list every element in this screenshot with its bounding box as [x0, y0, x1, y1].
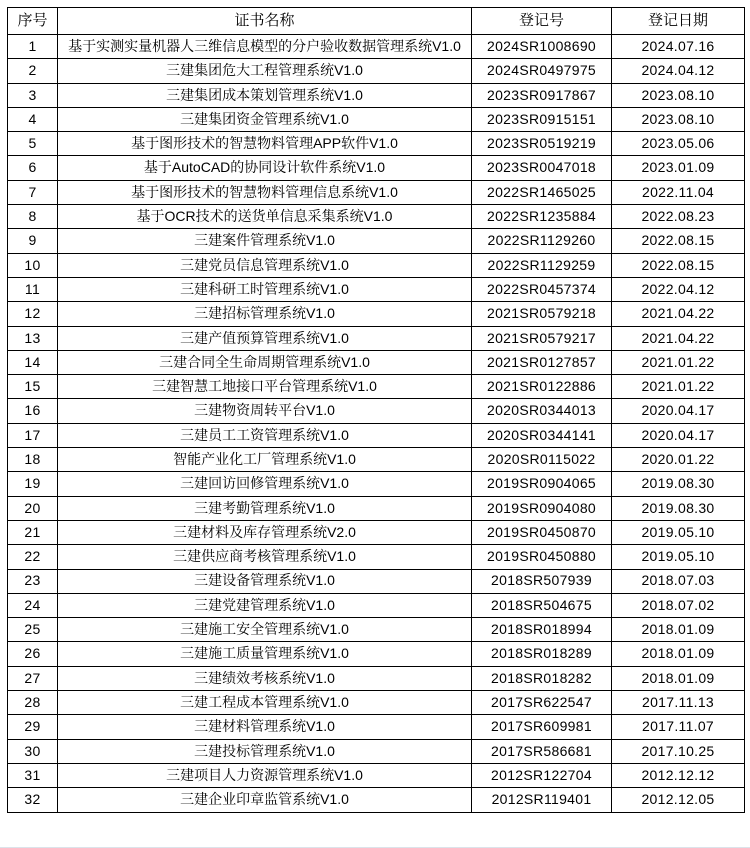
cell-certificate-name: 三建招标管理系统V1.0 — [58, 302, 472, 326]
table-row — [8, 691, 745, 715]
cell-certificate-name: 三建投标管理系统V1.0 — [58, 739, 472, 763]
column-header-no: 序号 — [8, 8, 58, 35]
cell-serial-number: 24 — [8, 593, 58, 617]
table-row — [8, 642, 745, 666]
cell-certificate-name: 三建设备管理系统V1.0 — [58, 569, 472, 593]
cell-registration-date: 2017.10.25 — [612, 739, 745, 763]
cell-registration-number: 2017SR622547 — [472, 691, 612, 715]
cell-certificate-name: 三建案件管理系统V1.0 — [58, 229, 472, 253]
cell-registration-number: 2017SR586681 — [472, 739, 612, 763]
table-row — [8, 83, 745, 107]
cell-certificate-name: 三建合同全生命周期管理系统V1.0 — [58, 350, 472, 374]
cell-serial-number: 27 — [8, 666, 58, 690]
cell-serial-number: 12 — [8, 302, 58, 326]
cell-certificate-name: 三建集团资金管理系统V1.0 — [58, 107, 472, 131]
cell-registration-date: 2022.08.15 — [612, 229, 745, 253]
cell-serial-number: 28 — [8, 691, 58, 715]
cell-registration-number: 2020SR0344013 — [472, 399, 612, 423]
table-row — [8, 350, 745, 374]
cell-registration-number: 2019SR0904080 — [472, 496, 612, 520]
cell-certificate-name: 三建施工质量管理系统V1.0 — [58, 642, 472, 666]
cell-registration-number: 2012SR119401 — [472, 788, 612, 812]
cell-serial-number: 6 — [8, 156, 58, 180]
cell-registration-number: 2021SR0579218 — [472, 302, 612, 326]
cell-registration-date: 2022.04.12 — [612, 277, 745, 301]
cell-registration-number: 2019SR0904065 — [472, 472, 612, 496]
cell-registration-number: 2022SR1465025 — [472, 180, 612, 204]
cell-registration-number: 2020SR0344141 — [472, 423, 612, 447]
cell-registration-date: 2022.11.04 — [612, 180, 745, 204]
cell-serial-number: 14 — [8, 350, 58, 374]
certificate-registry-table — [7, 7, 745, 813]
cell-serial-number: 2 — [8, 59, 58, 83]
cell-registration-date: 2018.01.09 — [612, 618, 745, 642]
cell-certificate-name: 基于OCR技术的送货单信息采集系统V1.0 — [58, 205, 472, 229]
cell-registration-number: 2022SR1235884 — [472, 205, 612, 229]
table-row — [8, 763, 745, 787]
cell-registration-number: 2022SR1129259 — [472, 253, 612, 277]
cell-serial-number: 18 — [8, 448, 58, 472]
cell-serial-number: 13 — [8, 326, 58, 350]
column-header-name: 证书名称 — [58, 8, 472, 35]
cell-registration-number: 2023SR0917867 — [472, 83, 612, 107]
table-row — [8, 180, 745, 204]
cell-registration-number: 2023SR0047018 — [472, 156, 612, 180]
cell-registration-number: 2022SR0457374 — [472, 277, 612, 301]
table-row — [8, 423, 745, 447]
cell-registration-number: 2021SR0579217 — [472, 326, 612, 350]
cell-serial-number: 5 — [8, 132, 58, 156]
cell-registration-date: 2020.04.17 — [612, 423, 745, 447]
column-header-reg-no: 登记号 — [472, 8, 612, 35]
cell-registration-number: 2023SR0915151 — [472, 107, 612, 131]
cell-serial-number: 30 — [8, 739, 58, 763]
table-row — [8, 277, 745, 301]
table-row — [8, 520, 745, 544]
cell-serial-number: 8 — [8, 205, 58, 229]
cell-registration-number: 2023SR0519219 — [472, 132, 612, 156]
cell-serial-number: 1 — [8, 35, 58, 59]
cell-registration-date: 2017.11.07 — [612, 715, 745, 739]
cell-serial-number: 29 — [8, 715, 58, 739]
cell-serial-number: 20 — [8, 496, 58, 520]
cell-serial-number: 17 — [8, 423, 58, 447]
cell-certificate-name: 三建工程成本管理系统V1.0 — [58, 691, 472, 715]
cell-serial-number: 22 — [8, 545, 58, 569]
cell-serial-number: 31 — [8, 763, 58, 787]
table-row — [8, 666, 745, 690]
cell-certificate-name: 三建物资周转平台V1.0 — [58, 399, 472, 423]
cell-registration-date: 2018.07.02 — [612, 593, 745, 617]
table-row — [8, 229, 745, 253]
table-row — [8, 593, 745, 617]
table-row — [8, 375, 745, 399]
cell-certificate-name: 三建考勤管理系统V1.0 — [58, 496, 472, 520]
cell-registration-date: 2020.04.17 — [612, 399, 745, 423]
cell-registration-number: 2020SR0115022 — [472, 448, 612, 472]
table-row — [8, 132, 745, 156]
cell-serial-number: 11 — [8, 277, 58, 301]
cell-certificate-name: 基于图形技术的智慧物料管理信息系统V1.0 — [58, 180, 472, 204]
cell-certificate-name: 三建供应商考核管理系统V1.0 — [58, 545, 472, 569]
cell-serial-number: 23 — [8, 569, 58, 593]
cell-registration-date: 2024.07.16 — [612, 35, 745, 59]
cell-registration-number: 2012SR122704 — [472, 763, 612, 787]
cell-certificate-name: 三建集团危大工程管理系统V1.0 — [58, 59, 472, 83]
cell-registration-number: 2018SR018994 — [472, 618, 612, 642]
cell-certificate-name: 三建项目人力资源管理系统V1.0 — [58, 763, 472, 787]
table-row — [8, 59, 745, 83]
cell-registration-number: 2018SR018282 — [472, 666, 612, 690]
cell-registration-number: 2021SR0127857 — [472, 350, 612, 374]
cell-serial-number: 10 — [8, 253, 58, 277]
cell-registration-date: 2024.04.12 — [612, 59, 745, 83]
cell-registration-date: 2022.08.15 — [612, 253, 745, 277]
cell-serial-number: 4 — [8, 107, 58, 131]
cell-serial-number: 15 — [8, 375, 58, 399]
cell-registration-date: 2018.01.09 — [612, 642, 745, 666]
cell-registration-date: 2021.04.22 — [612, 302, 745, 326]
cell-registration-number: 2019SR0450880 — [472, 545, 612, 569]
cell-registration-date: 2012.12.12 — [612, 763, 745, 787]
cell-serial-number: 25 — [8, 618, 58, 642]
cell-certificate-name: 三建党员信息管理系统V1.0 — [58, 253, 472, 277]
cell-registration-date: 2019.08.30 — [612, 496, 745, 520]
cell-certificate-name: 三建科研工时管理系统V1.0 — [58, 277, 472, 301]
table-row — [8, 399, 745, 423]
cell-serial-number: 3 — [8, 83, 58, 107]
cell-certificate-name: 基于实测实量机器人三维信息模型的分户验收数据管理系统V1.0 — [58, 35, 472, 59]
cell-certificate-name: 三建绩效考核系统V1.0 — [58, 666, 472, 690]
cell-registration-date: 2023.01.09 — [612, 156, 745, 180]
cell-registration-date: 2023.08.10 — [612, 83, 745, 107]
cell-certificate-name: 基于AutoCAD的协同设计软件系统V1.0 — [58, 156, 472, 180]
cell-registration-date: 2018.07.03 — [612, 569, 745, 593]
cell-registration-date: 2022.08.23 — [612, 205, 745, 229]
cell-certificate-name: 三建材料及库存管理系统V2.0 — [58, 520, 472, 544]
table-row — [8, 739, 745, 763]
cell-registration-date: 2019.05.10 — [612, 545, 745, 569]
cell-certificate-name: 三建企业印章监管系统V1.0 — [58, 788, 472, 812]
table-row — [8, 788, 745, 812]
cell-registration-number: 2021SR0122886 — [472, 375, 612, 399]
table-row — [8, 545, 745, 569]
cell-certificate-name: 基于图形技术的智慧物料管理APP软件V1.0 — [58, 132, 472, 156]
cell-serial-number: 32 — [8, 788, 58, 812]
cell-registration-number: 2018SR507939 — [472, 569, 612, 593]
table-row — [8, 35, 745, 59]
cell-registration-date: 2019.08.30 — [612, 472, 745, 496]
cell-registration-date: 2021.01.22 — [612, 375, 745, 399]
table-row — [8, 448, 745, 472]
table-row — [8, 618, 745, 642]
table-header — [8, 8, 745, 35]
cell-serial-number: 16 — [8, 399, 58, 423]
cell-registration-date: 2023.05.06 — [612, 132, 745, 156]
cell-registration-number: 2018SR018289 — [472, 642, 612, 666]
cell-serial-number: 26 — [8, 642, 58, 666]
table-row — [8, 156, 745, 180]
cell-certificate-name: 三建员工工资管理系统V1.0 — [58, 423, 472, 447]
cell-registration-date: 2020.01.22 — [612, 448, 745, 472]
cell-certificate-name: 三建回访回修管理系统V1.0 — [58, 472, 472, 496]
cell-serial-number: 9 — [8, 229, 58, 253]
cell-registration-number: 2018SR504675 — [472, 593, 612, 617]
cell-registration-date: 2021.04.22 — [612, 326, 745, 350]
cell-certificate-name: 三建施工安全管理系统V1.0 — [58, 618, 472, 642]
column-header-reg-date: 登记日期 — [612, 8, 745, 35]
cell-registration-number: 2022SR1129260 — [472, 229, 612, 253]
cell-certificate-name: 三建智慧工地接口平台管理系统V1.0 — [58, 375, 472, 399]
cell-certificate-name: 三建集团成本策划管理系统V1.0 — [58, 83, 472, 107]
table-row — [8, 302, 745, 326]
table-row — [8, 472, 745, 496]
table-row — [8, 205, 745, 229]
cell-registration-date: 2017.11.13 — [612, 691, 745, 715]
cell-registration-number: 2024SR1008690 — [472, 35, 612, 59]
table-row — [8, 253, 745, 277]
cell-registration-number: 2024SR0497975 — [472, 59, 612, 83]
table-header-row — [8, 8, 745, 35]
cell-registration-number: 2017SR609981 — [472, 715, 612, 739]
cell-serial-number: 19 — [8, 472, 58, 496]
cell-registration-date: 2021.01.22 — [612, 350, 745, 374]
cell-certificate-name: 智能产业化工厂管理系统V1.0 — [58, 448, 472, 472]
cell-certificate-name: 三建产值预算管理系统V1.0 — [58, 326, 472, 350]
cell-registration-date: 2023.08.10 — [612, 107, 745, 131]
table-row — [8, 326, 745, 350]
cell-serial-number: 21 — [8, 520, 58, 544]
cell-registration-date: 2012.12.05 — [612, 788, 745, 812]
cell-registration-date: 2018.01.09 — [612, 666, 745, 690]
cell-certificate-name: 三建材料管理系统V1.0 — [58, 715, 472, 739]
table-body — [8, 35, 745, 813]
cell-registration-number: 2019SR0450870 — [472, 520, 612, 544]
cell-certificate-name: 三建党建管理系统V1.0 — [58, 593, 472, 617]
cell-registration-date: 2019.05.10 — [612, 520, 745, 544]
cell-serial-number: 7 — [8, 180, 58, 204]
table-row — [8, 715, 745, 739]
table-row — [8, 569, 745, 593]
table-row — [8, 107, 745, 131]
table-row — [8, 496, 745, 520]
